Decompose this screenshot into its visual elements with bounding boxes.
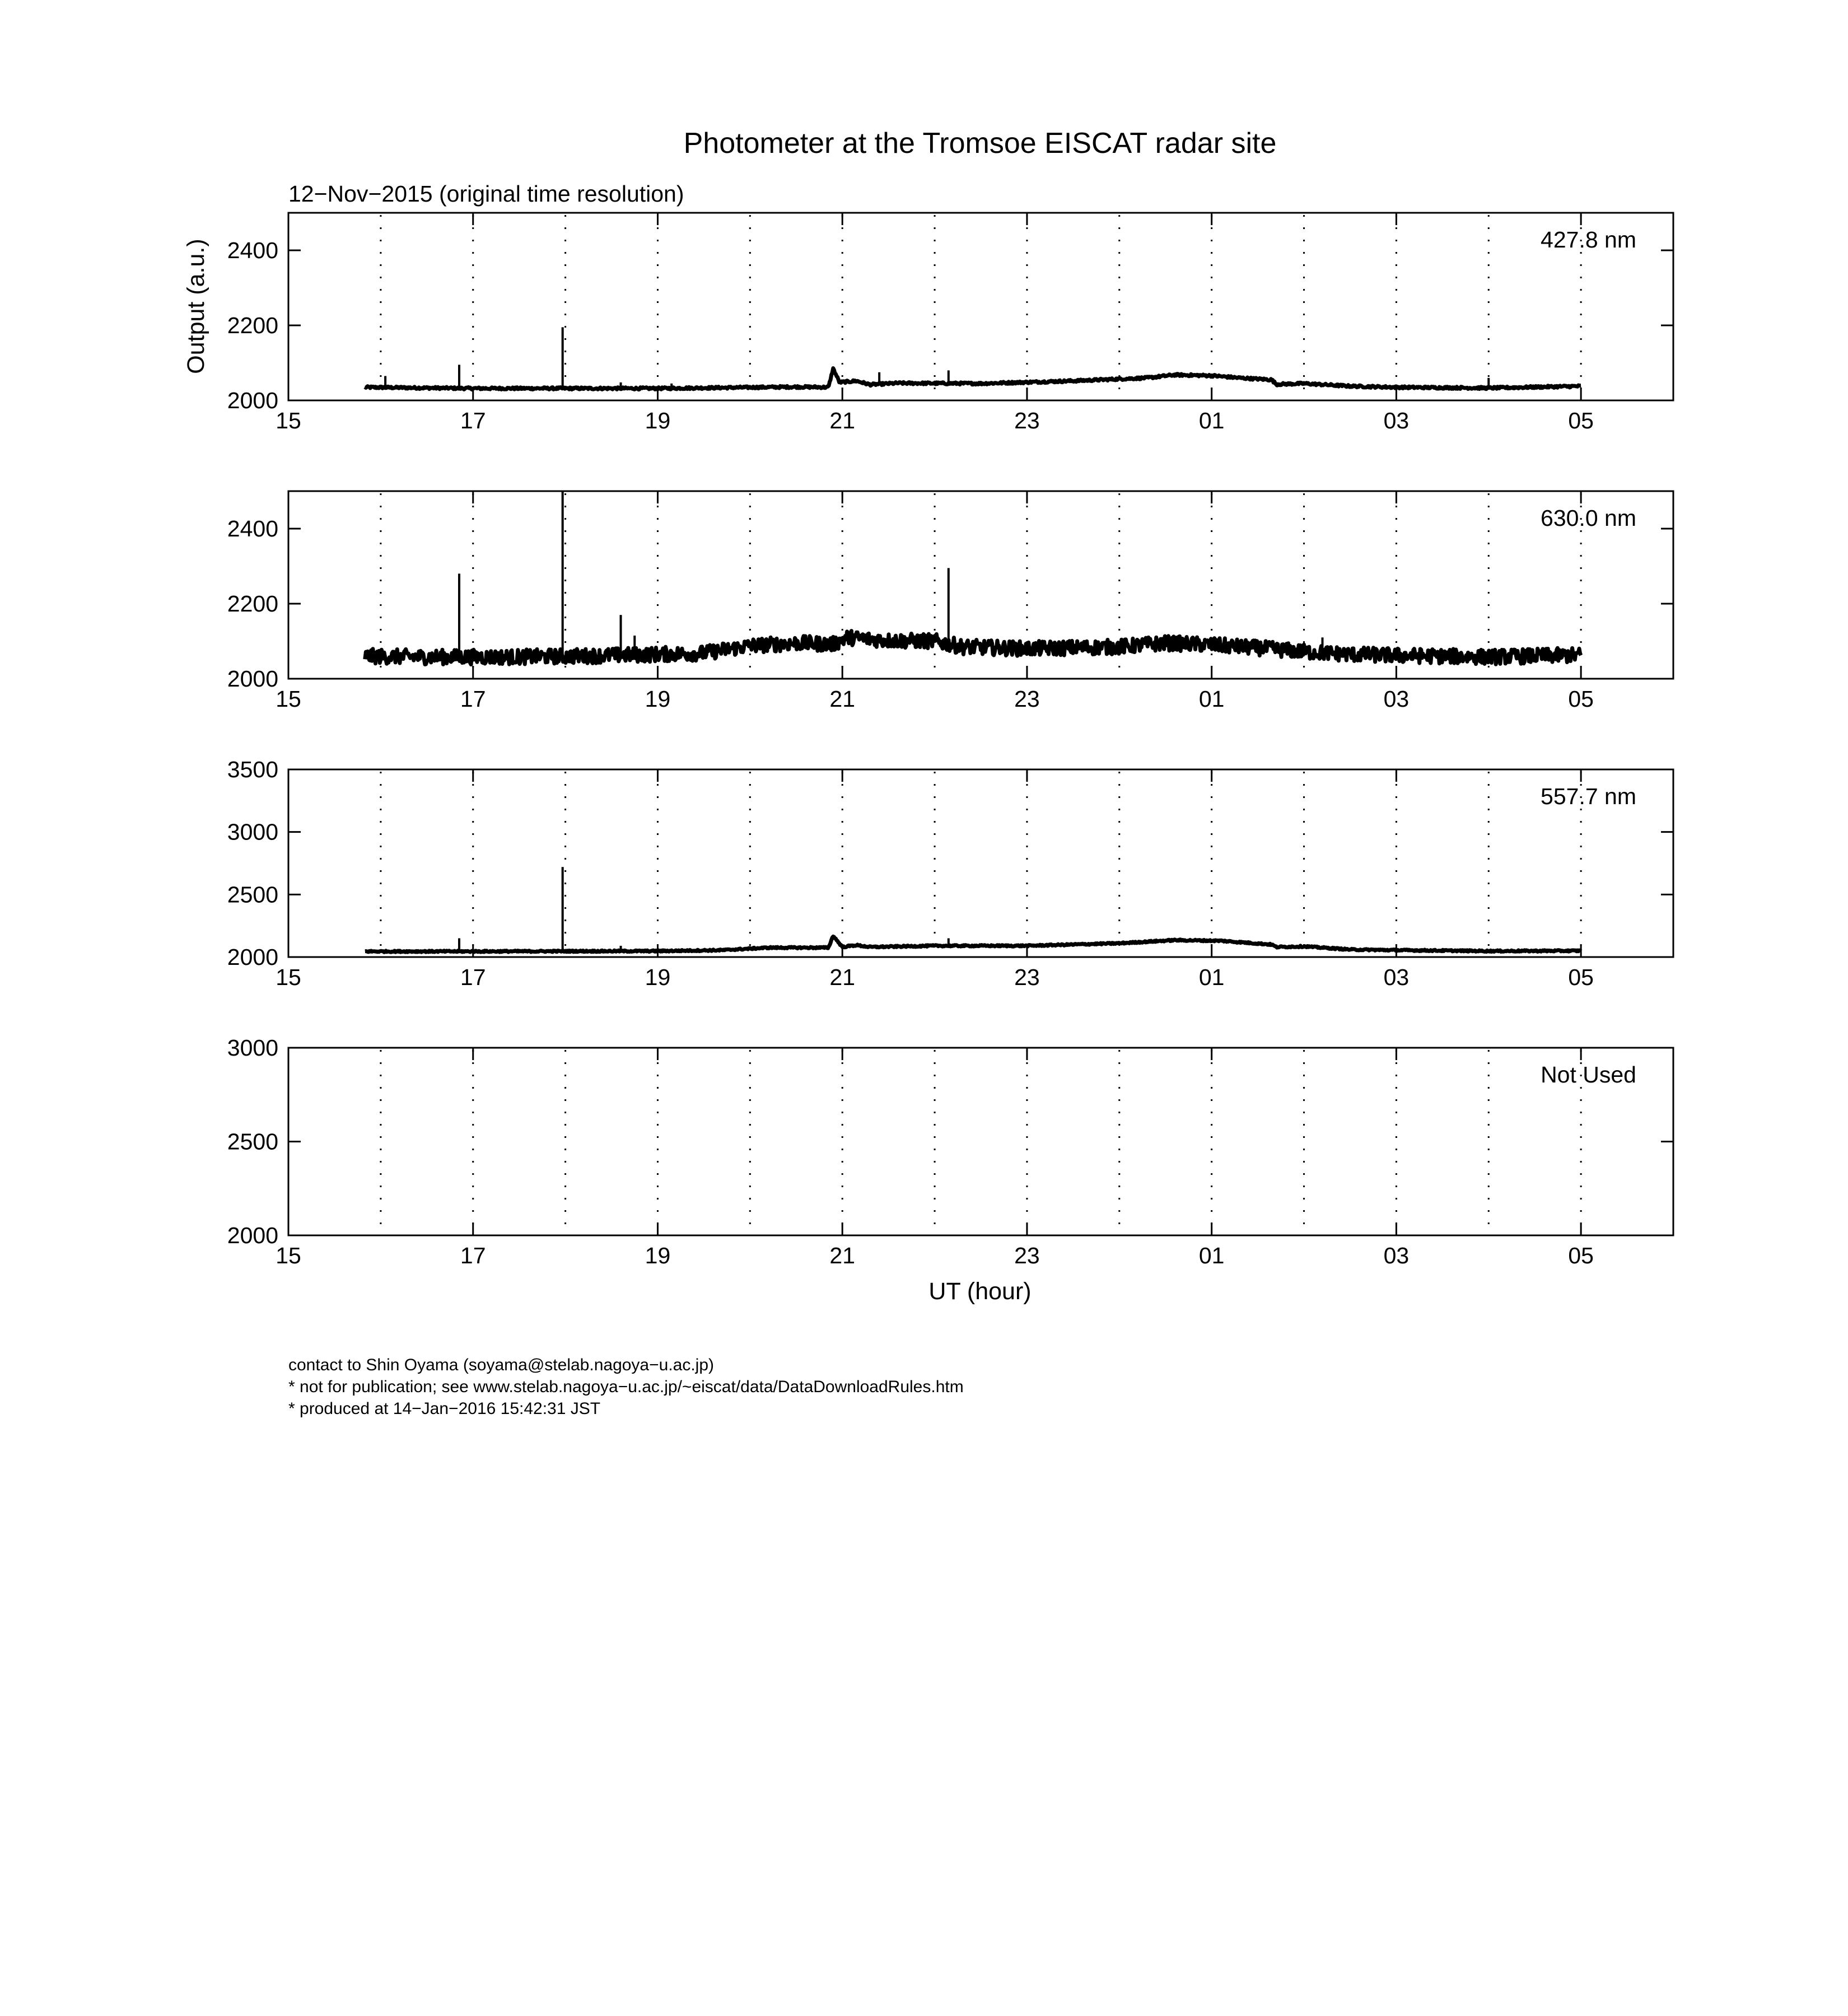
y-tick-label: 2000 [227, 666, 278, 692]
x-tick-label: 03 [1383, 686, 1410, 712]
x-tick-label: 23 [1014, 964, 1040, 990]
x-tick-label: 23 [1014, 686, 1040, 712]
x-tick-label: 17 [460, 408, 486, 433]
x-tick-label: 03 [1383, 408, 1410, 433]
x-tick-label: 15 [276, 964, 301, 990]
x-tick-label: 03 [1383, 964, 1410, 990]
x-tick-label: 03 [1383, 1243, 1410, 1268]
panel-wavelength-label: 557.7 nm [1541, 783, 1636, 809]
y-tick-label: 2000 [227, 944, 278, 970]
y-tick-label: 3500 [227, 757, 278, 782]
y-tick-label: 2200 [227, 312, 278, 338]
panel-wavelength-label: 630.0 nm [1541, 505, 1636, 531]
x-tick-label: 23 [1014, 1243, 1040, 1268]
y-tick-label: 3000 [227, 819, 278, 845]
y-tick-label: 3000 [227, 1035, 278, 1061]
x-tick-label: 15 [276, 408, 301, 433]
y-tick-label: 2500 [227, 881, 278, 908]
panel-wavelength-label: 427.8 nm [1541, 227, 1636, 253]
x-tick-label: 23 [1014, 408, 1040, 433]
x-tick-label: 15 [276, 686, 301, 712]
panel-wavelength-label: Not Used [1541, 1062, 1636, 1088]
x-tick-label: 01 [1198, 686, 1225, 712]
x-tick-label: 05 [1568, 408, 1594, 433]
footer-contact: contact to Shin Oyama (soyama@stelab.nagoya−u.ac.jp) [288, 1356, 715, 1374]
figure-subtitle: 12−Nov−2015 (original time resolution) [288, 181, 684, 207]
x-tick-label: 19 [645, 1243, 671, 1268]
x-tick-label: 05 [1568, 1243, 1594, 1268]
x-tick-label: 05 [1568, 964, 1594, 990]
x-tick-label: 17 [460, 964, 486, 990]
x-tick-label: 19 [645, 964, 671, 990]
footer-produced-at: * produced at 14−Jan−2016 15:42:31 JST [288, 1399, 601, 1418]
y-axis-label: Output (a.u.) [183, 239, 209, 374]
x-tick-label: 19 [645, 408, 671, 433]
x-tick-label: 01 [1198, 964, 1225, 990]
x-axis-label: UT (hour) [928, 1278, 1032, 1305]
y-tick-label: 2200 [227, 591, 278, 617]
x-tick-label: 01 [1198, 1243, 1225, 1268]
x-tick-label: 05 [1568, 686, 1594, 712]
y-tick-label: 2400 [227, 516, 278, 542]
y-tick-label: 2000 [227, 388, 278, 413]
x-tick-label: 21 [829, 964, 856, 990]
x-tick-label: 21 [829, 686, 856, 712]
x-tick-label: 21 [829, 408, 856, 433]
y-tick-label: 2500 [227, 1128, 278, 1155]
y-tick-label: 2400 [227, 237, 278, 263]
footer-usage-note: * not for publication; see www.stelab.nagoya−u.ac.jp/~eiscat/data/DataDownloadRules.htm [288, 1378, 964, 1396]
x-tick-label: 15 [276, 1243, 301, 1268]
x-tick-label: 21 [829, 1243, 856, 1268]
x-tick-label: 01 [1198, 408, 1225, 433]
x-tick-label: 17 [460, 1243, 486, 1268]
x-tick-label: 19 [645, 686, 671, 712]
figure-title: Photometer at the Tromsoe EISCAT radar site [683, 127, 1277, 160]
y-tick-label: 2000 [227, 1222, 278, 1248]
x-tick-label: 17 [460, 686, 486, 712]
